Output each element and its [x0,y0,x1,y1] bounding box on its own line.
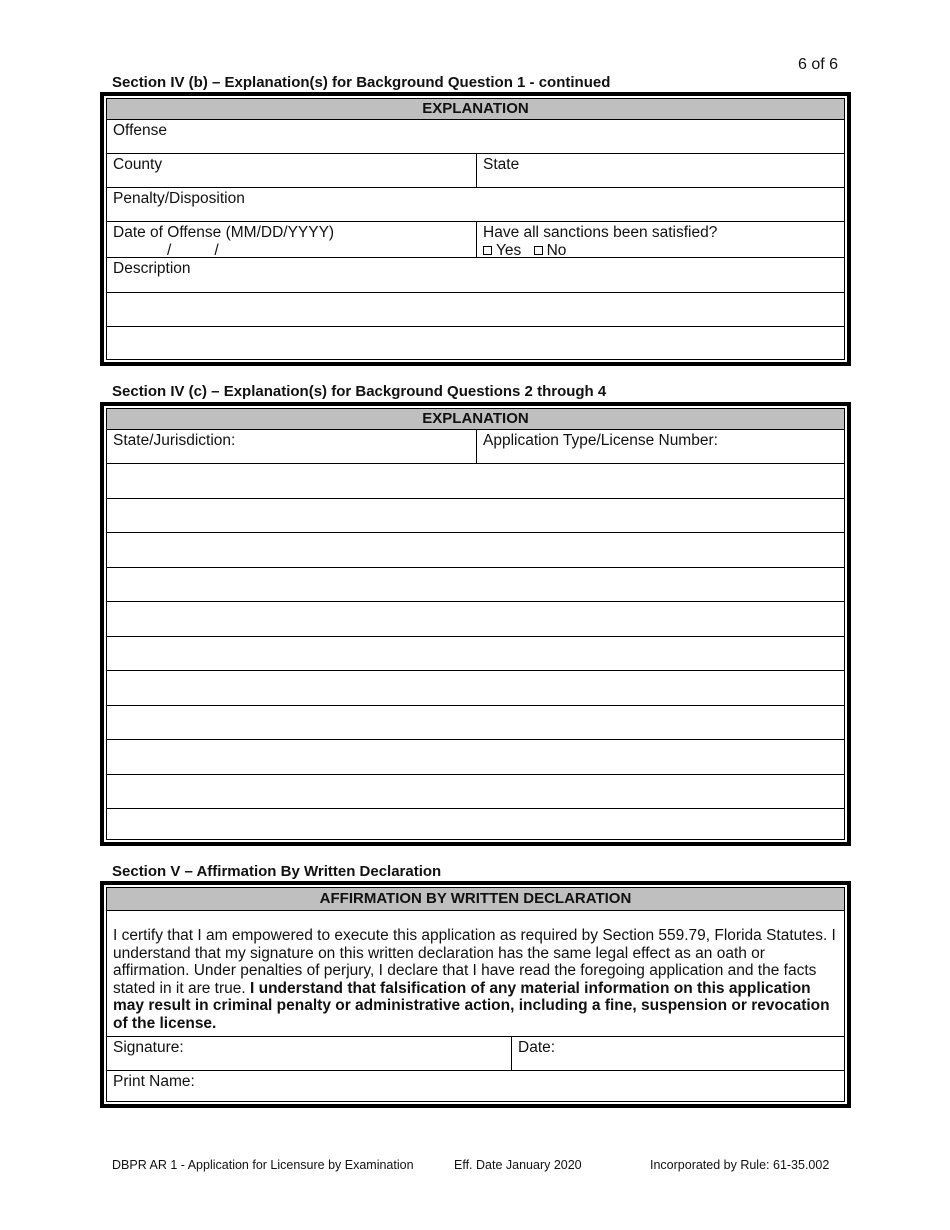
county-field[interactable] [107,154,476,187]
signature-label: Signature: [113,1039,184,1056]
county-state-row [107,154,844,188]
date-label: Date of Offense (MM/DD/YYYY) [113,224,335,241]
state-label: State [483,156,520,173]
no-checkbox[interactable] [534,246,543,255]
section-c-table [100,402,851,846]
section-b-table [100,92,851,366]
explanation-line[interactable] [107,499,844,534]
section-v-title: Section V – Affirmation By Written Declaration [112,863,442,880]
footer-eff-date: Eff. Date January 2020 [454,1158,582,1172]
penalty-row[interactable] [107,188,844,222]
offense-label: Offense [113,122,168,139]
penalty-label: Penalty/Disposition [113,190,245,207]
application-type-field[interactable] [476,430,844,463]
date-label: Date: [518,1039,556,1056]
section-c-title: Section IV (c) – Explanation(s) for Background Questions 2 through 4 [112,383,607,400]
section-v-header: AFFIRMATION BY WRITTEN DECLARATION [107,888,844,911]
state-jurisdiction-label: State/Jurisdiction: [113,432,236,449]
state-field[interactable] [476,154,844,187]
declaration-text [107,911,844,1033]
sanctions-field [476,222,844,257]
declaration-normal: I certify that I am empowered to execute this application as required by Section 559.79, Florida Statutes. I understand that my signature on this written declaration has the same legal effect as an oath or affirmation. Under penalties of perjury, I declare that I have read the foregoing application and the facts stated in it are true. [113,927,836,997]
explanation-line[interactable] [107,706,844,741]
no-label: No [546,242,567,259]
explanation-line[interactable] [107,809,844,844]
description-line[interactable] [107,327,844,361]
footer-rule: Incorporated by Rule: 61-35.002 [650,1158,830,1172]
description-label: Description [113,260,191,277]
explanation-line[interactable] [107,775,844,810]
page-number: 6 of 6 [797,56,838,73]
explanation-line[interactable] [107,637,844,672]
declaration-bold: I understand that falsification of any material information on this application may result in criminal penalty or administrative action, including a fine, suspension or revocation of the license. [113,979,830,1032]
signature-row [107,1037,844,1071]
explanation-line[interactable] [107,464,844,499]
explanation-line[interactable] [107,740,844,775]
section-v-table [100,881,851,1108]
jurisdiction-row [107,430,844,464]
section-b-title: Section IV (b) – Explanation(s) for Background Question 1 - continued [112,74,611,91]
date-of-offense-field[interactable] [107,222,476,257]
yes-checkbox[interactable] [483,246,492,255]
date-sanctions-row [107,222,844,258]
signature-field[interactable] [107,1037,511,1070]
explanation-line[interactable] [107,533,844,568]
sanctions-label: Have all sanctions been satisfied? [483,224,718,241]
explanation-line[interactable] [107,671,844,706]
explanation-line[interactable] [107,568,844,603]
yes-label: Yes [496,242,522,259]
date-slashes: / / [167,242,219,259]
description-line[interactable] [107,293,844,327]
state-jurisdiction-field[interactable] [107,430,476,463]
section-b-header: EXPLANATION [107,99,844,120]
explanation-line[interactable] [107,602,844,637]
date-field[interactable] [511,1037,844,1070]
application-type-label: Application Type/License Number: [483,432,718,449]
declaration-block [107,911,844,1037]
description-row[interactable] [107,258,844,293]
print-name-label: Print Name: [113,1073,195,1090]
footer-form: DBPR AR 1 - Application for Licensure by Examination [112,1158,414,1172]
county-label: County [113,156,163,173]
print-name-row[interactable] [107,1071,844,1107]
section-c-header: EXPLANATION [107,409,844,430]
offense-row[interactable] [107,120,844,154]
